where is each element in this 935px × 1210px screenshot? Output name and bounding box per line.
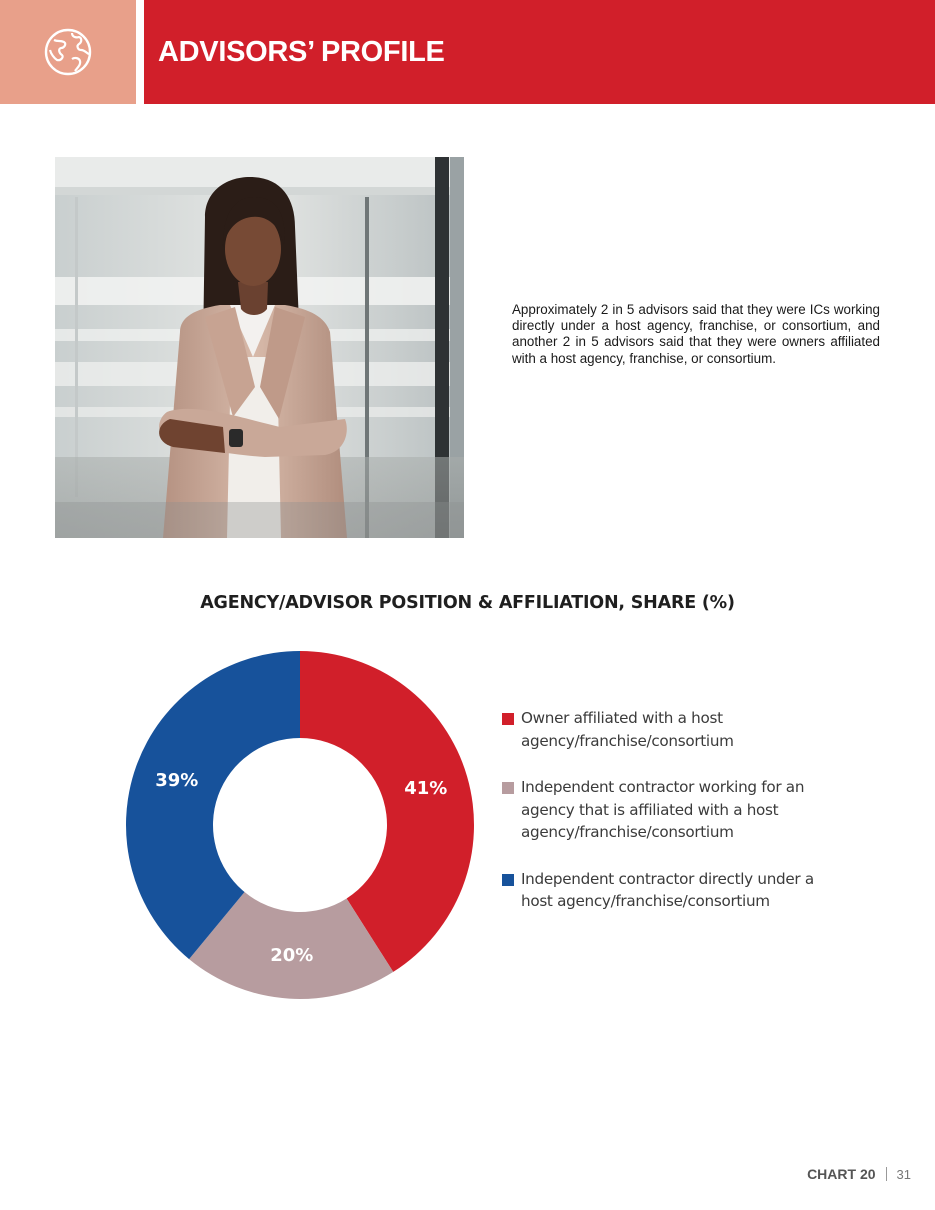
intro-paragraph: Approximately 2 in 5 advisors said that they were ICs working directly under a host agency, franchise, or consortium, and another 2 in 5 advisors said that they were owners affiliated with a host agency, franchise, or consortium.: [512, 302, 880, 366]
chart-legend: [502, 707, 832, 937]
globe-icon: [42, 26, 94, 78]
legend-swatch: [502, 874, 514, 886]
slice-value-label-1: 41%: [404, 777, 448, 799]
title-bar: [144, 0, 935, 104]
footer-divider: [886, 1167, 887, 1181]
footer: [807, 1166, 911, 1182]
legend-label: Owner affiliated with a host agency/franchise/consortium: [521, 709, 734, 750]
chart-number-label: CHART 20: [807, 1166, 876, 1182]
page-number: 31: [896, 1166, 911, 1182]
page-title: ADVISORS’ PROFILE: [158, 35, 445, 68]
chart-title: AGENCY/ADVISOR POSITION & AFFILIATION, SHARE (%): [200, 593, 735, 613]
slice-value-label-2: 20%: [270, 945, 314, 967]
legend-label: Independent contractor working for an agency that is affiliated with a host agency/franchise/consortium: [521, 778, 805, 841]
legend-item-3: [502, 868, 832, 913]
legend-item-2: [502, 776, 832, 844]
legend-item-1: [502, 707, 832, 752]
legend-swatch: [502, 782, 514, 794]
slice-value-label-3: 39%: [155, 770, 199, 792]
donut-chart: [120, 645, 480, 1005]
header-icon-block: [0, 0, 136, 104]
advisor-photo: [55, 157, 464, 538]
legend-swatch: [502, 713, 514, 725]
legend-label: Independent contractor directly under a host agency/franchise/consortium: [521, 869, 814, 910]
